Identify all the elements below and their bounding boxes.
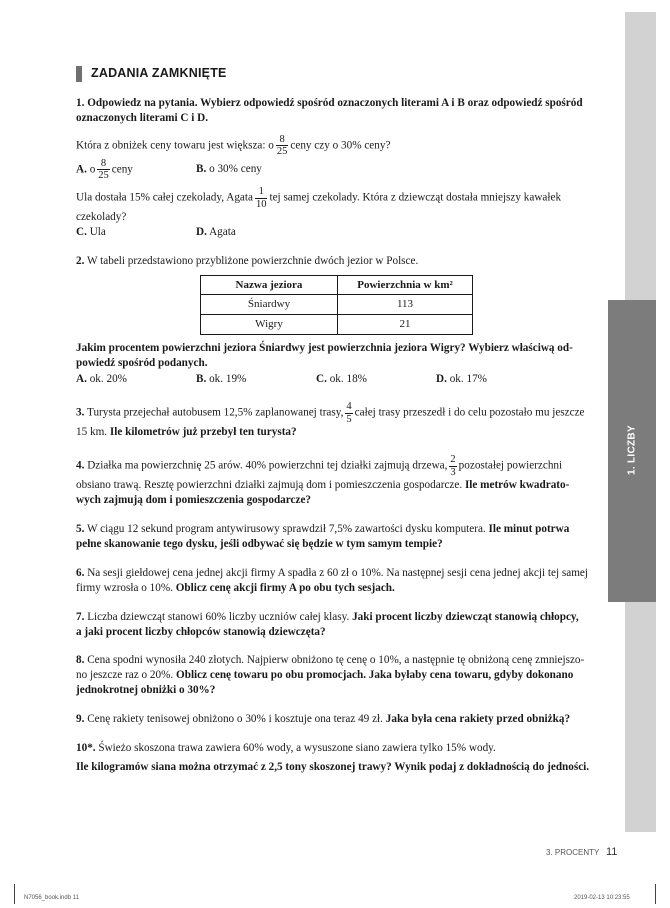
task-text: Świeżo skoszona trawa zawiera 60% wody, a wysuszone siano zawiera tylko 15% wody. xyxy=(98,742,496,755)
task-2 xyxy=(76,254,598,387)
task-text: 15 km. xyxy=(76,426,108,439)
task-number: 1. xyxy=(76,97,85,109)
crop-mark xyxy=(14,884,15,904)
task-number: 3. xyxy=(76,406,85,419)
task-text: Turysta przejechał autobusem 12,5% zaplanowanej trasy, xyxy=(87,406,344,419)
print-slug-right: 2019-02-13 10:23:55 xyxy=(574,895,630,901)
table-header-row xyxy=(201,275,473,295)
column-header: Powierzchnia w km² xyxy=(338,275,473,295)
instruction: Odpowiedz na pytania. Wybierz odpowiedź spośród oznaczonych literami A i B oraz odpowiedź spośród xyxy=(87,97,583,109)
table-row xyxy=(201,295,473,315)
task-number: 2. xyxy=(76,254,85,267)
table-cell: Śniardwy xyxy=(201,295,338,315)
task-text: Działka ma powierzchnię 25 arów. 40% powierzchni tej działki zajmują drzewa, xyxy=(87,459,448,472)
section-marker xyxy=(76,66,82,82)
task-9 xyxy=(76,712,598,727)
task-text: Liczba dziewcząt stanowi 60% liczby uczniów całej klasy. xyxy=(87,610,350,623)
crop-mark xyxy=(655,884,656,904)
question-cont: tej samej czekolady. Która z dziewcząt dostała mniejszy kawałek xyxy=(269,191,562,204)
section-title: ZADANIA ZAMKNIĘTE xyxy=(91,66,227,80)
task-4 xyxy=(76,454,598,508)
question-cont: wych zajmują dom i pomieszczenia gospodarcze? xyxy=(76,494,312,507)
question: Jaki procent liczby dziewcząt stanowią chłopcy, xyxy=(352,610,579,623)
chapter-tab-label: 1. LICZBY xyxy=(626,425,638,475)
table-cell: Wigry xyxy=(201,314,338,334)
task-3 xyxy=(76,401,598,440)
answer-option-b[interactable]: B. o 30% ceny xyxy=(196,163,262,176)
fraction: $\frac{8}{25}$ xyxy=(98,157,109,182)
answer-option-d[interactable]: D. ok. 17% xyxy=(436,373,487,386)
lakes-table xyxy=(200,275,473,335)
task-list xyxy=(76,96,598,789)
question: Ula dostała 15% całej czekolady, Agata xyxy=(76,191,253,204)
task-number: 4. xyxy=(76,459,85,472)
task-text: Cena spodni wynosiła 240 złotych. Najpierw obniżono tę cenę o 10%, a następnie tę obniżoną cenę zmniejszo- xyxy=(87,654,585,667)
question-cont: ceny czy o 30% ceny? xyxy=(290,139,391,152)
question: Oblicz cenę towaru po obu promocjach. Jaka byłaby cena towaru, gdyby dokonano xyxy=(176,669,574,682)
question: Jakim procentem powierzchni jeziora Śniardwy jest powierzchnia jeziora Wigry? Wybierz właściwą od- xyxy=(76,341,573,354)
task-number: 6. xyxy=(76,566,85,579)
task-number: 8. xyxy=(76,654,85,667)
task-5 xyxy=(76,522,598,552)
answer-option-c[interactable]: C. Ula xyxy=(76,225,106,238)
answer-option-a[interactable]: A. ok. 20% xyxy=(76,373,127,386)
task-text: W ciągu 12 sekund program antywirusowy sprawdził 7,5% zawartości dysku komputera. xyxy=(87,523,486,536)
task-text: Na sesji giełdowej cena jednej akcji firmy A spadła z 60 zł o 10%. Na następnej sesji cena jednej akcji tej samej xyxy=(87,566,588,579)
column-header: Nazwa jeziora xyxy=(201,275,338,295)
task-number: 5. xyxy=(76,523,85,536)
answer-option-a[interactable]: A. o $\frac{8}{25}$ ceny xyxy=(76,157,133,182)
fraction: $\frac{8}{25}$ xyxy=(276,133,288,158)
question: Ile minut potrwa xyxy=(488,523,570,536)
task-8 xyxy=(76,653,598,698)
task-text: no jeszcze raz o 20%. xyxy=(76,669,174,682)
task-text: obsiano trawą. Resztę powierzchni działki zajmują dom i pomieszczenia gospodarcze. xyxy=(76,479,463,492)
question-cont: czekolady? xyxy=(76,211,127,224)
question-cont: pełne skanowanie tego dysku, jeśli odbywać się będzie w tym samym tempie? xyxy=(76,538,443,551)
task-number: 9. xyxy=(76,713,85,726)
question: Która z obniżek ceny towaru jest większa: o xyxy=(76,139,274,152)
question-cont: powiedź spośród podanych. xyxy=(76,356,208,369)
answer-option-d[interactable]: D. Agata xyxy=(196,225,236,238)
task-number: 7. xyxy=(76,610,85,623)
question-cont: jednokrotnej obniżki o 30%? xyxy=(76,684,216,697)
task-1 xyxy=(76,96,598,240)
question: Ile metrów kwadrato- xyxy=(464,479,570,492)
task-10 xyxy=(76,741,598,775)
table-cell: 113 xyxy=(338,295,473,315)
task-6 xyxy=(76,566,598,596)
fraction: $\frac{1}{10}$ xyxy=(255,185,267,210)
question: Jaka była cena rakiety przed obniżką? xyxy=(385,713,571,726)
answer-option-b[interactable]: B. ok. 19% xyxy=(196,373,247,386)
fraction: $\frac{2}{3}$ xyxy=(450,454,456,478)
task-text: Cenę rakiety tenisowej obniżono o 30% i kosztuje ona teraz 49 zł. xyxy=(87,713,383,726)
table-cell: 21 xyxy=(338,314,473,334)
instruction-cont: oznaczonych literami C i D. xyxy=(76,111,209,124)
footer-section-label: 3. PROCENTY xyxy=(546,848,600,857)
page-number: 11 xyxy=(606,846,618,858)
task-number: 10*. xyxy=(76,742,96,755)
question: Ile kilogramów siana można otrzymać z 2,5 tony skoszonej trawy? Wynik podaj z dokładnością do jedności. xyxy=(76,760,590,773)
task-7 xyxy=(76,610,598,640)
chapter-tab xyxy=(608,300,656,602)
question: Ile kilometrów już przebył ten turysta? xyxy=(109,426,297,439)
fraction: $\frac{4}{5}$ xyxy=(346,401,352,425)
question-cont: a jaki procent liczby chłopców stanowią dziewczęta? xyxy=(76,625,326,638)
task-text: pozostałej powierzchni xyxy=(458,459,563,472)
table-row xyxy=(201,314,473,334)
task-text: firmy wzrosła o 10%. xyxy=(76,581,173,594)
print-slug-left: N7056_book.indb 11 xyxy=(24,895,79,901)
task-text: całej trasy przeszedł i do celu pozostało mu jeszcze xyxy=(354,406,585,419)
intro: W tabeli przedstawiono przybliżone powierzchnie dwóch jezior w Polsce. xyxy=(87,254,419,267)
question: Oblicz cenę akcji firmy A po obu tych sesjach. xyxy=(175,581,395,594)
answer-option-c[interactable]: C. ok. 18% xyxy=(316,373,367,386)
